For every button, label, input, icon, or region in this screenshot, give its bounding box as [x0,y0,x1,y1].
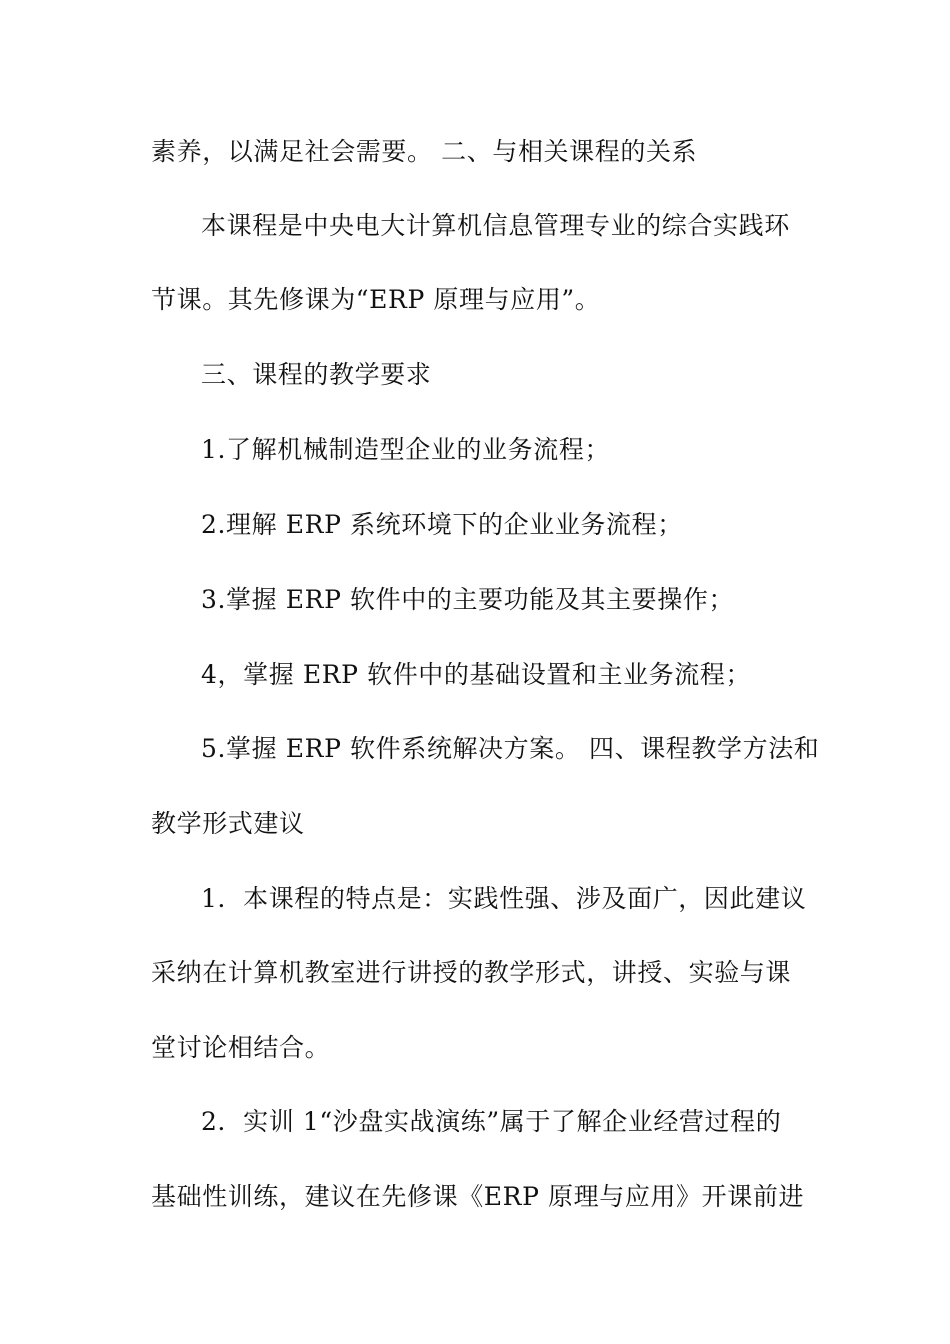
text-line-11: 1．本课程的特点是：实践性强、涉及面广，因此建议 [201,884,807,913]
text-line-1: 素养，以满足社会需要。 二、与相关课程的关系 [151,137,698,166]
text-line-12: 采纳在计算机教室进行讲授的教学形式，讲授、实验与课 [151,958,792,987]
list-item-5: 5.掌握 ERP 软件系统解决方案。 四、课程教学方法和 [201,734,820,763]
list-item-4: 4，掌握 ERP 软件中的基础设置和主业务流程； [201,660,752,689]
text-line-2: 本课程是中央电大计算机信息管理专业的综合实践环 [201,211,790,240]
text-line-10: 教学形式建议 [151,809,305,838]
text-line-13: 堂讨论相结合。 [151,1033,331,1062]
text-line-15: 基础性训练，建议在先修课《ERP 原理与应用》开课前进 [151,1182,805,1211]
list-item-3: 3.掌握 ERP 软件中的主要功能及其主要操作； [201,585,735,614]
list-item-1: 1.了解机械制造型企业的业务流程； [201,435,611,464]
list-item-2: 2.理解 ERP 系统环境下的企业业务流程； [201,510,683,539]
section-heading-requirements: 三、课程的教学要求 [201,360,432,389]
text-line-14: 2．实训 1“沙盘实战演练”属于了解企业经营过程的 [201,1107,782,1136]
text-line-3: 节课。其先修课为“ERP 原理与应用”。 [151,285,601,314]
